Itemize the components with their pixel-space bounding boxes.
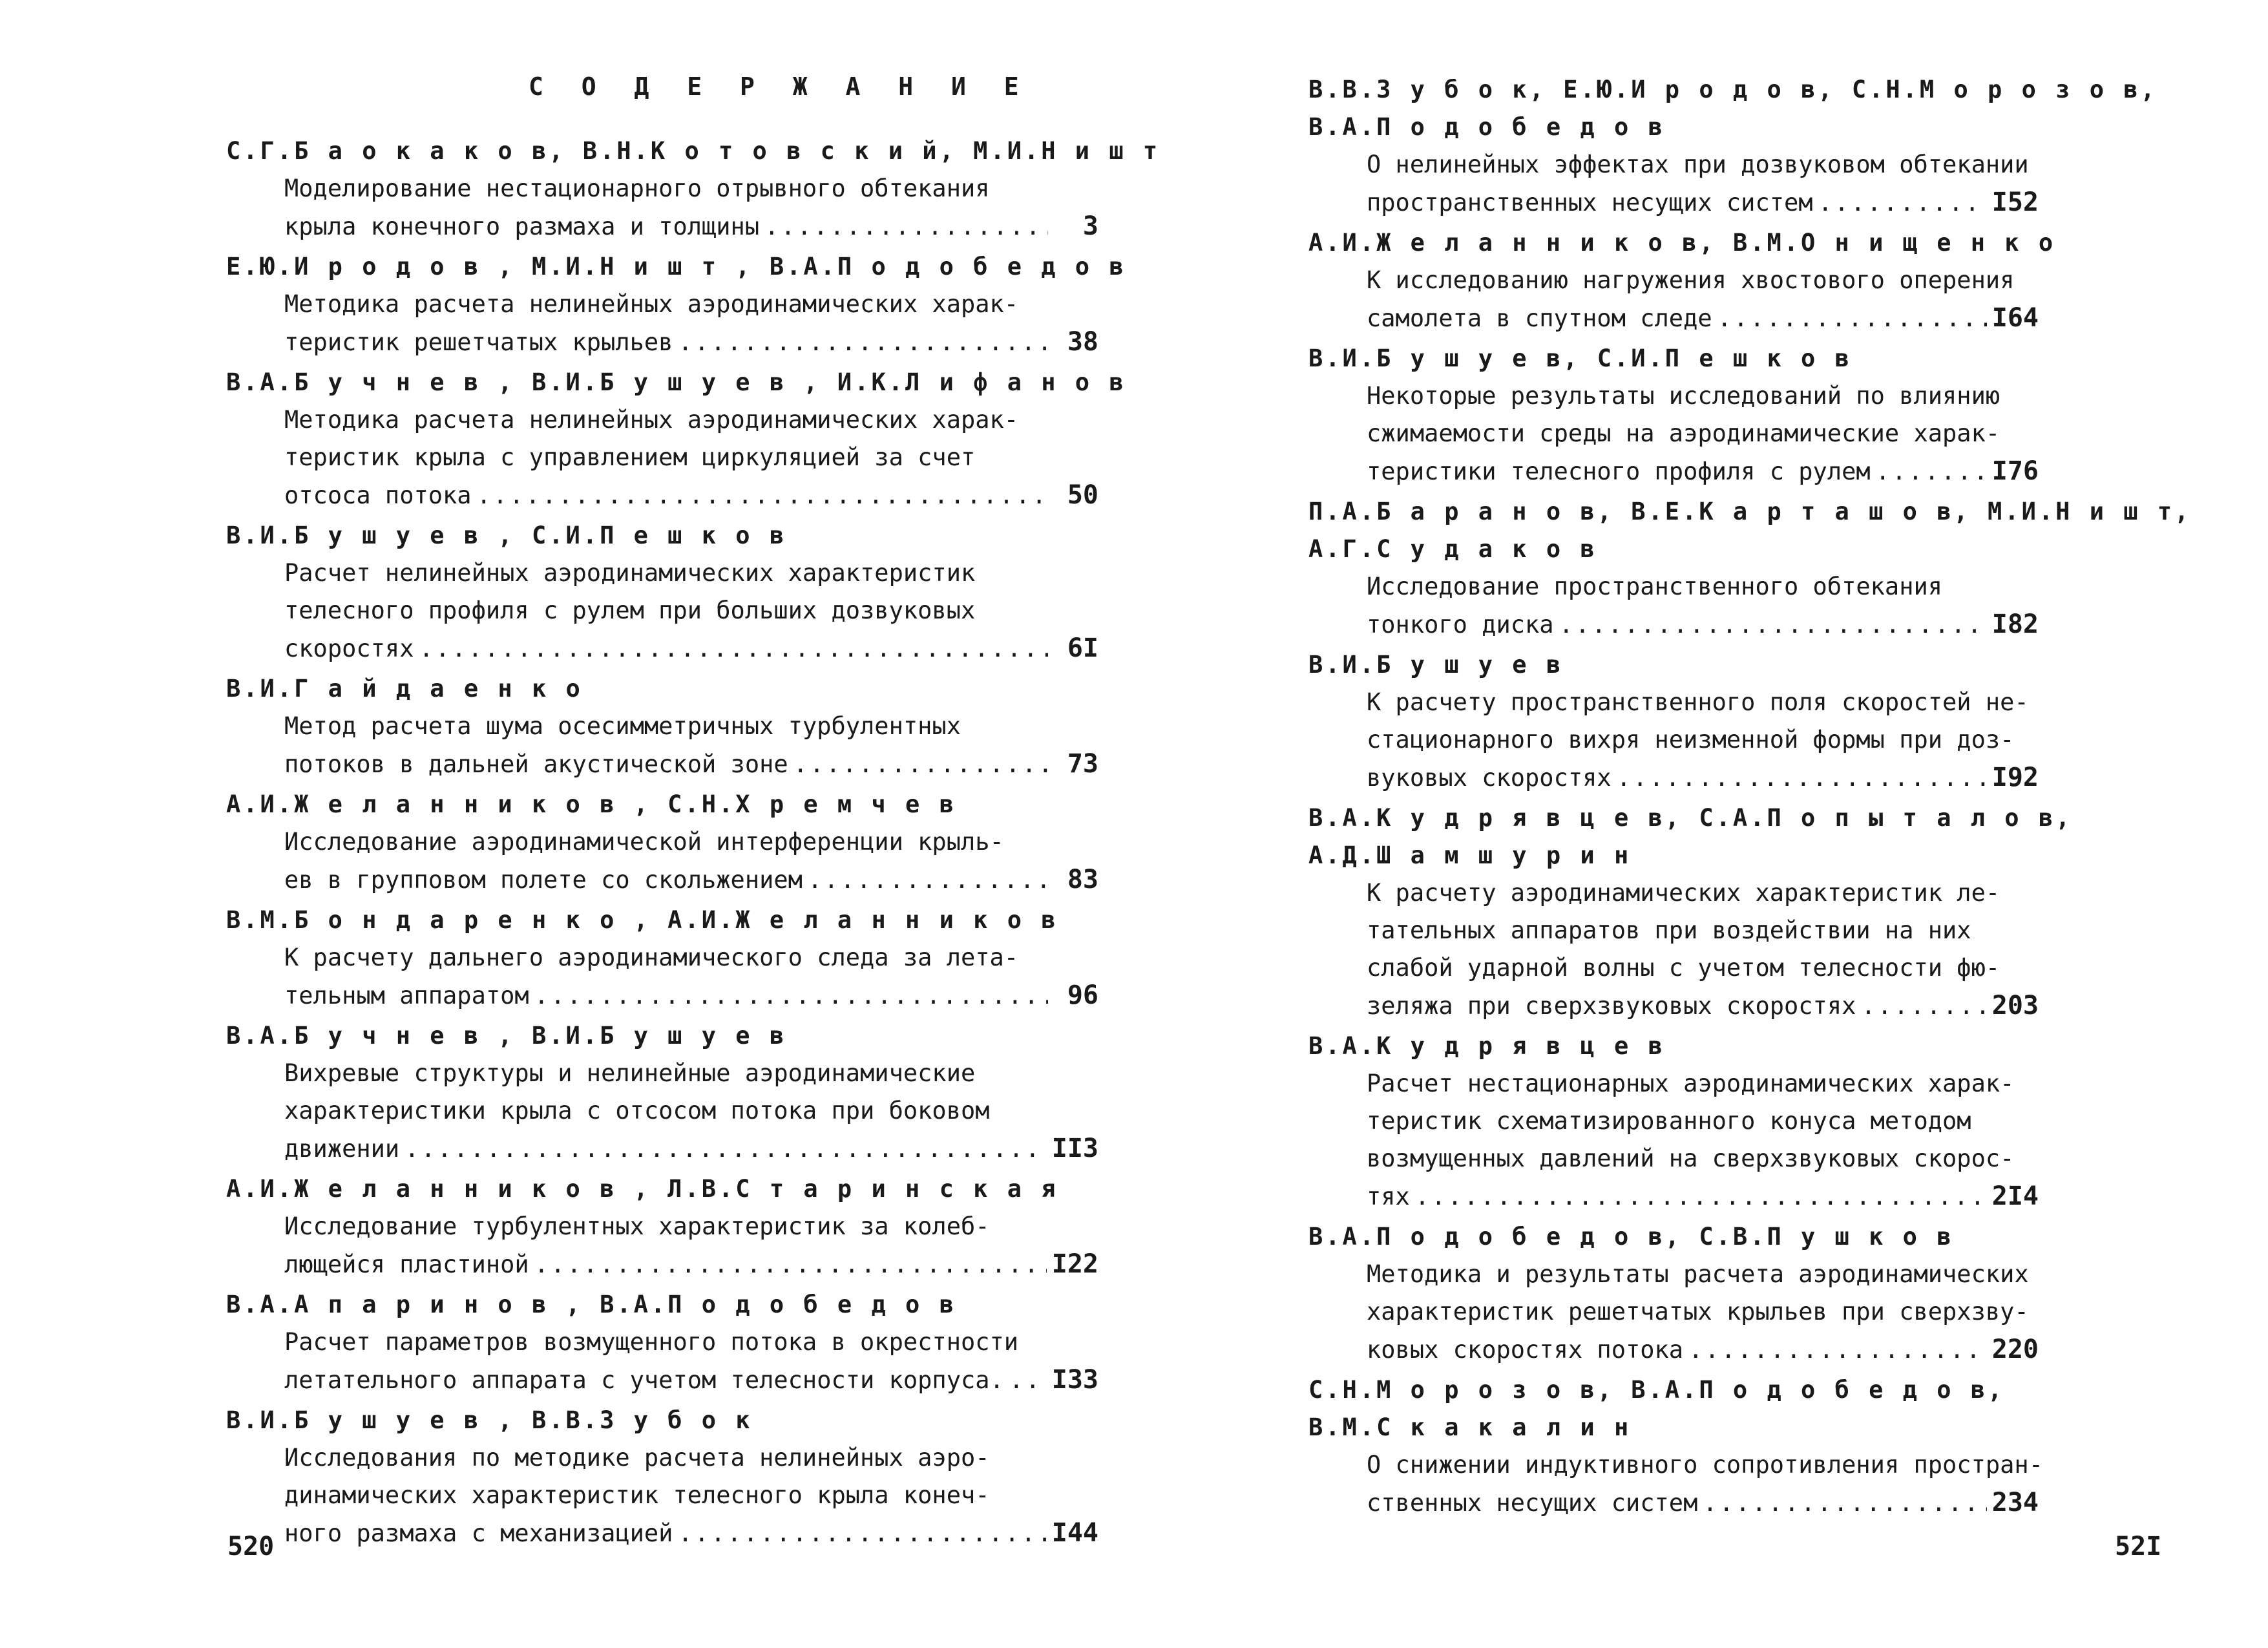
entry-page-number: 6I — [1067, 633, 1098, 663]
entry-title-line: теристик схематизированного конуса методом — [1367, 1107, 1971, 1135]
right-page — [1134, 0, 2268, 1648]
entry-title-line: стационарного вихря неизменной формы при доз- — [1367, 726, 2015, 754]
entry-title-end: теристик решетчатых крыльев — [284, 328, 673, 356]
toc-right — [1308, 71, 2192, 1525]
entry-title-line: Некоторые результаты исследований по влиянию — [1367, 382, 2000, 410]
entry-page-number: I82 — [1991, 609, 2039, 639]
entry-title-end: тонкого диска — [1367, 611, 1554, 639]
toc-entry — [1308, 493, 2192, 644]
entry-last-line — [226, 1245, 1098, 1284]
entry-last-line — [1308, 299, 2039, 337]
dot-leader — [1688, 1331, 1987, 1369]
entry-authors: В.А.К у д р я в ц е в, С.А.П о п ы т а л о в, — [1308, 804, 2073, 832]
dot-leader — [678, 324, 1048, 361]
entry-title-end: скоростях — [284, 635, 414, 662]
entry-title-line: К расчету пространственного поля скоростей не- — [1367, 688, 2029, 716]
toc-entry — [226, 670, 1098, 783]
page-heading: С О Д Е Р Ж А Н И Е — [529, 72, 1031, 101]
dot-leader — [1415, 1178, 1987, 1216]
dot-leader — [764, 208, 1048, 246]
entry-title-line: характеристик решетчатых крыльев при сверхзву- — [1367, 1298, 2029, 1326]
entry-last-line — [1308, 1178, 2039, 1216]
entry-title-line: возмущенных давлений на сверхзвуковых скорос- — [1367, 1145, 2015, 1172]
toc-entry — [1308, 224, 2056, 337]
entry-title-end: ковых скоростях потока — [1367, 1336, 1684, 1364]
entry-title-line: Исследование пространственного обтекания — [1367, 573, 1943, 600]
entry-title-end: теристики телесного профиля с рулем — [1367, 458, 1871, 485]
toc-entry — [1308, 1218, 2039, 1369]
entry-title-line: Расчет нестационарных аэродинамических харак- — [1367, 1070, 2015, 1097]
entry-last-line — [226, 476, 1098, 514]
entry-title-end: ного размаха с механизацией — [284, 1519, 673, 1547]
dot-leader — [793, 746, 1048, 783]
toc-entry — [226, 902, 1098, 1015]
entry-title-line: Исследование турбулентных характеристик за колеб- — [284, 1212, 990, 1240]
entry-title-line: Вихревые структуры и нелинейные аэродинамические — [284, 1059, 976, 1087]
entry-last-line — [226, 1514, 1098, 1552]
entry-authors: В.И.Б у ш у е в , С.И.П е ш к о в — [226, 522, 787, 549]
dot-leader — [678, 1515, 1046, 1552]
entry-title-line: Расчет параметров возмущенного потока в окрестности — [284, 1328, 1019, 1356]
entry-title-end: зеляжа при сверхзвуковых скоростях — [1367, 992, 1856, 1020]
entry-page-number: 203 — [1991, 991, 2039, 1020]
entry-authors: В.А.Б у ч н е в , В.И.Б у ш у е в , И.К.Л и ф а н о в — [226, 368, 1126, 396]
dot-leader — [1861, 988, 1986, 1025]
entry-authors: С.Г.Б а о к а к о в, В.Н.К о т о в с к и й, М.И.Н и ш т — [226, 137, 1160, 165]
toc-entry — [1308, 646, 2039, 797]
entry-title-line: Методика расчета нелинейных аэродинамических харак- — [284, 290, 1019, 318]
entry-last-line — [226, 629, 1098, 668]
dot-leader — [808, 861, 1048, 899]
entry-title-line: Моделирование нестационарного отрывного обтекания — [284, 174, 990, 202]
dot-leader — [1818, 184, 1987, 222]
dot-leader — [1876, 453, 1987, 491]
entry-page-number: 83 — [1067, 865, 1098, 894]
entry-last-line — [1308, 759, 2039, 797]
entry-authors: Е.Ю.И р о д о в , М.И.Н и ш т , В.А.П о д о б е д о в — [226, 253, 1126, 280]
toc-entry — [226, 1402, 1098, 1552]
toc-entry — [226, 1170, 1098, 1284]
entry-title-line: динамических характеристик телесного крыла конеч- — [284, 1481, 990, 1509]
entry-authors-continued: В.М.С к а к а л и н — [1308, 1413, 1632, 1441]
entry-title-line: характеристики крыла с отсосом потока при боковом — [284, 1097, 990, 1125]
entry-authors: А.И.Ж е л а н н и к о в, В.М.О н и щ е н к о — [1308, 229, 2056, 257]
entry-page-number: 2I4 — [1991, 1181, 2039, 1211]
entry-authors: В.В.З у б о к, Е.Ю.И р о д о в, С.Н.М о р о з о в, — [1308, 76, 2158, 103]
entry-last-line — [226, 207, 1098, 246]
entry-authors: В.А.П о д о б е д о в, С.В.П у ш к о в — [1308, 1223, 1954, 1251]
entry-title-line: К расчету дальнего аэродинамического следа за лета- — [284, 944, 1019, 971]
entry-page-number: II3 — [1051, 1134, 1098, 1163]
entry-last-line — [1308, 452, 2039, 491]
entry-title-end: самолета в спутном следе — [1367, 304, 1712, 332]
dot-leader — [404, 1130, 1047, 1168]
entry-title-end: тях — [1367, 1183, 1410, 1210]
entry-last-line — [226, 1130, 1098, 1168]
entry-last-line — [226, 861, 1098, 899]
entry-title-end: пространственных несущих систем — [1367, 189, 1813, 217]
entry-title-end: крыла конечного размаха и толщины — [284, 213, 760, 240]
entry-authors: В.И.Б у ш у е в — [1308, 651, 1564, 679]
entry-title-end: движении — [284, 1135, 400, 1163]
entry-title-line: О снижении индуктивного сопротивления простран- — [1367, 1451, 2043, 1479]
entry-title-line: Методика расчета нелинейных аэродинамических харак- — [284, 406, 1019, 434]
entry-last-line — [1308, 606, 2039, 644]
entry-authors: В.А.Б у ч н е в , В.И.Б у ш у е в — [226, 1022, 787, 1050]
entry-last-line — [226, 323, 1098, 361]
entry-authors: В.М.Б о н д а р е н к о , А.И.Ж е л а н н и к о в — [226, 906, 1058, 934]
entry-authors: В.И.Б у ш у е в , В.В.З у б о к — [226, 1406, 753, 1434]
entry-page-number: I52 — [1991, 187, 2039, 217]
entry-authors: В.А.К у д р я в ц е в — [1308, 1032, 1665, 1060]
dot-leader — [534, 1246, 1047, 1284]
dot-leader — [1009, 1362, 1047, 1399]
entry-title-line: Метод расчета шума осесимметричных турбулентных — [284, 712, 961, 740]
entry-page-number: I76 — [1991, 456, 2039, 486]
entry-title-line: К исследованию нагружения хвостового оперения — [1367, 266, 2015, 294]
entry-title-end: лющейся пластиной — [284, 1251, 529, 1278]
toc-entry — [1308, 340, 2039, 491]
toc-entry — [226, 1286, 1098, 1399]
dot-leader — [1559, 606, 1987, 644]
entry-last-line — [1308, 1331, 2039, 1369]
entry-title-end: ственных несущих систем — [1367, 1489, 1698, 1517]
entry-last-line — [1308, 1484, 2039, 1522]
entry-page-number: 73 — [1067, 749, 1098, 779]
entry-page-number: 38 — [1067, 327, 1098, 357]
entry-title-line: слабой ударной волны с учетом телесности фю- — [1367, 954, 2000, 982]
toc-entry — [226, 1017, 1098, 1168]
toc-entry — [226, 364, 1126, 514]
dot-leader — [419, 630, 1048, 668]
entry-page-number: 3 — [1082, 211, 1098, 241]
dot-leader — [1703, 1484, 1986, 1522]
toc-entry — [1308, 1028, 2039, 1216]
entry-authors: В.А.А п а р и н о в , В.А.П о д о б е д о в — [226, 1291, 956, 1318]
entry-authors: В.И.Г а й д а е н к о — [226, 675, 583, 703]
entry-title-line: теристик крыла с управлением циркуляцией за счет — [284, 443, 976, 471]
page-number-left: 520 — [227, 1532, 275, 1561]
entry-title-line: сжимаемости среды на аэродинамические харак- — [1367, 419, 2000, 447]
entry-last-line — [1308, 987, 2039, 1025]
toc-entry — [226, 786, 1098, 899]
entry-page-number: I22 — [1051, 1249, 1098, 1279]
entry-title-end: тельным аппаратом — [284, 982, 529, 1009]
entry-last-line — [226, 745, 1098, 783]
entry-title-line: Исследование аэродинамической интерференции крыль- — [284, 828, 1004, 856]
entry-title-end: летательного аппарата с учетом телесности корпуса. — [284, 1366, 1004, 1394]
entry-authors-continued: А.Д.Ш а м ш у р и н — [1308, 841, 1632, 869]
entry-page-number: 50 — [1067, 480, 1098, 510]
dot-leader — [534, 977, 1048, 1015]
entry-title-line: Расчет нелинейных аэродинамических характеристик — [284, 559, 976, 587]
entry-title-end: потоков в дальней акустической зоне — [284, 750, 788, 778]
entry-authors-continued: А.Г.С у д а к о в — [1308, 535, 1597, 563]
entry-page-number: I44 — [1051, 1518, 1098, 1548]
entry-title-line: телесного профиля с рулем при больших дозвуковых — [284, 597, 976, 624]
entry-authors-continued: В.А.П о д о б е д о в — [1308, 113, 1665, 141]
entry-last-line — [226, 977, 1098, 1015]
dot-leader — [477, 477, 1048, 514]
toc-entry — [226, 517, 1098, 668]
entry-title-line: тательных аппаратов при воздействии на них — [1367, 916, 1971, 944]
dot-leader — [1617, 759, 1987, 797]
entry-last-line — [1308, 184, 2039, 222]
entry-page-number: I64 — [1991, 303, 2039, 333]
entry-title-end: отсоса потока — [284, 481, 472, 509]
entry-page-number: 220 — [1991, 1335, 2039, 1364]
page-number-right: 52I — [2115, 1532, 2162, 1561]
entry-authors: В.И.Б у ш у е в, С.И.П е ш к о в — [1308, 344, 1852, 372]
entry-authors: А.И.Ж е л а н н и к о в , Л.В.С т а р и н с к а я — [226, 1175, 1058, 1203]
dot-leader — [1717, 300, 1987, 337]
entry-authors: С.Н.М о р о з о в, В.А.П о д о б е д о в, — [1308, 1376, 2005, 1404]
entry-authors: А.И.Ж е л а н н и к о в , С.Н.Х р е м ч е в — [226, 790, 956, 818]
entry-page-number: 96 — [1067, 980, 1098, 1010]
toc-entry — [226, 248, 1126, 361]
entry-page-number: 234 — [1991, 1488, 2039, 1517]
toc-entry — [226, 132, 1160, 246]
entry-title-line: Методика и результаты расчета аэродинамических — [1367, 1260, 2029, 1288]
entry-authors: П.А.Б а р а н о в, В.Е.К а р т а ш о в, М.И.Н и ш т, — [1308, 498, 2192, 525]
toc-entry — [1308, 1371, 2043, 1522]
entry-title-line: О нелинейных эффектах при дозвуковом обтекании — [1367, 151, 2029, 178]
entry-page-number: I33 — [1051, 1365, 1098, 1395]
entry-title-line: К расчету аэродинамических характеристик ле- — [1367, 879, 2000, 907]
entry-last-line — [226, 1361, 1098, 1399]
entry-page-number: I92 — [1991, 763, 2039, 792]
entry-title-line: Исследования по методике расчета нелинейных аэро- — [284, 1444, 990, 1472]
entry-title-end: вуковых скоростях — [1367, 764, 1612, 792]
entry-title-end: ев в групповом полете со скольжением — [284, 866, 803, 894]
toc-entry — [1308, 799, 2073, 1025]
toc-entry — [1308, 71, 2158, 222]
toc-left — [226, 132, 1160, 1555]
